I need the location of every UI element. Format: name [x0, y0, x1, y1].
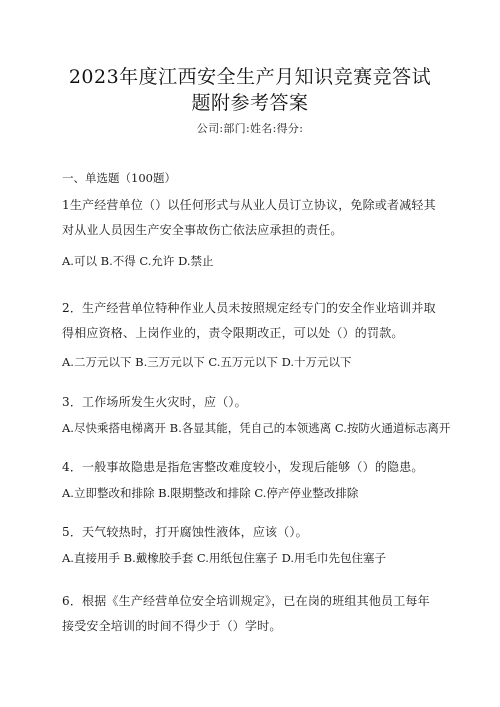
question-6-stem: 6．根据《生产经营单位安全培训规定》，已在岗的班组其他员工每年接受安全培训的时间不得少于（）学时。	[62, 594, 430, 633]
question-1-stem: 1生产经营单位（）以任何形式与从业人员订立协议，免除或者减轻其对从业人员因生产安全事故伤亡依法应承担的责任。	[62, 198, 436, 237]
respondent-info-line: 公司:部门:姓名:得分:	[196, 122, 304, 135]
question-5-options: A.直接用手 B.戴橡胶手套 C.用纸包住塞子 D.用毛巾先包住塞子	[62, 551, 387, 565]
question-3-stem: 3．工作场所发生火灾时，应（）。	[62, 395, 247, 409]
document-title-line-1: 2023年度江西安全生产月知识竞赛竞答试	[68, 66, 432, 88]
question-4-stem: 4．一般事故隐患是指危害整改难度较小，发现后能够（）的隐患。	[62, 460, 424, 474]
question-2-options: A.二万元以下 B.三万元以下 C.五万元以下 D.十万元以下	[62, 355, 352, 369]
question-1-options: A.可以 B.不得 C.允许 D.禁止	[62, 254, 214, 268]
question-3-options: A.尽快乘搭电梯离开 B.各显其能，凭自己的本领逃离 C.按防火通道标志离开	[62, 421, 451, 435]
question-2-stem: 2．生产经营单位特种作业人员未按照规定经专门的安全作业培训并取得相应资格、上岗作业的，责令限期改正，可以处（）的罚款。	[62, 301, 436, 340]
document-title-line-2: 题附参考答案	[191, 92, 309, 114]
question-5-stem: 5．天气较热时，打开腐蚀性液体，应该（）。	[62, 525, 308, 539]
section-heading: 一、单选题（100题）	[62, 171, 176, 185]
question-4-options: A.立即整改和排除 B.限期整改和排除 C.停产停业整改排除	[62, 486, 359, 500]
